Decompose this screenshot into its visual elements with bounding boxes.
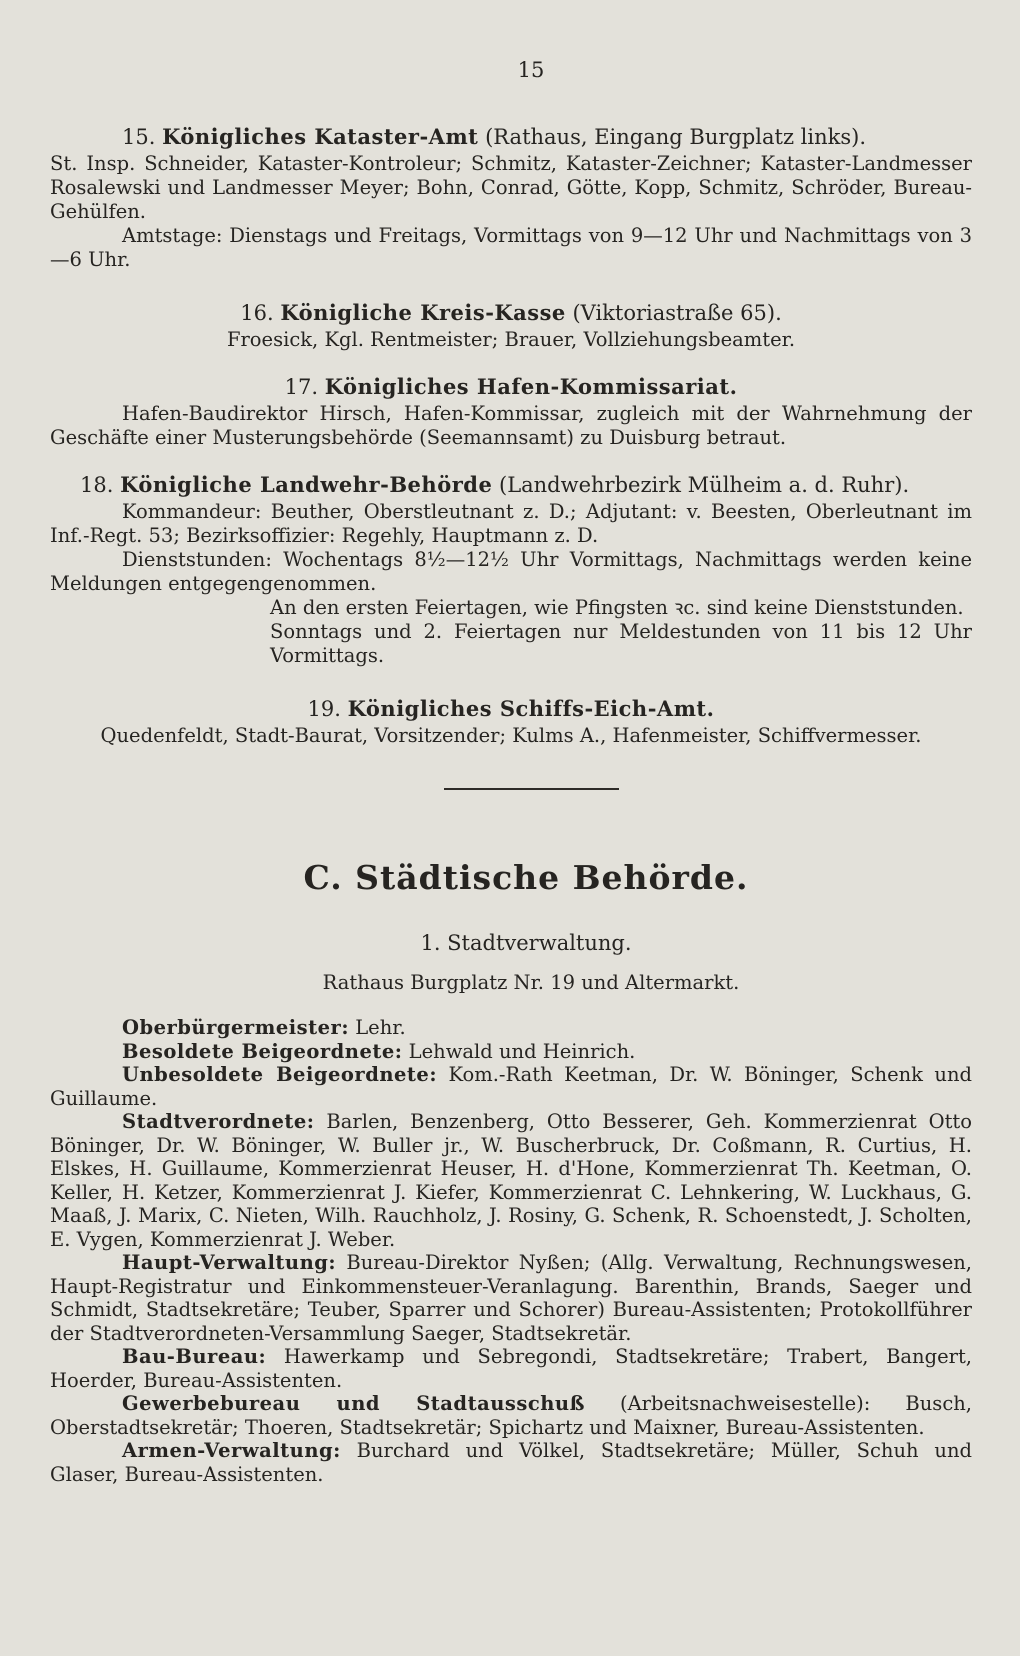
separator-rule <box>444 788 619 790</box>
entry-paragraph <box>50 1016 972 1040</box>
administration-entries <box>50 1016 972 1486</box>
section-paragraph: Hafen-Baudirektor Hirsch, Hafen-Kommissar, zugleich mit der Wahrnehmung der Geschäfte einer Musterungsbehörde (Seemannsamt) zu Duisburg betraut. <box>50 402 972 449</box>
entry-text: (Arbeitsnachweisestelle): Busch, Oberstadtsekretär; Thoeren, Stadtsekretär; Spichartz und Maixner, Bureau-Assistenten. <box>50 1392 972 1439</box>
section-paragraph: Quedenfeldt, Stadt-Baurat, Vorsitzender; Kulms A., Hafenmeister, Schiffvermesser. <box>100 724 922 747</box>
section-title: Königliches Kataster-Amt <box>162 124 479 149</box>
section-title: Königliches Schiffs-Eich-Amt. <box>347 696 715 721</box>
section-number: 18. <box>80 473 114 497</box>
section-heading <box>50 694 972 724</box>
entry-text: Kom.-Rath Keetman, Dr. W. Böninger, Schenk und Guillaume. <box>50 1063 972 1110</box>
section-number: 17. <box>284 375 319 399</box>
entry-text: Lehr. <box>349 1016 406 1039</box>
entry-label: Armen-Verwaltung: <box>122 1439 341 1462</box>
entry-paragraph <box>50 1040 972 1064</box>
section-paragraph: Dienststunden: Wochentags 8½—12½ Uhr Vormittags, Nachmittags werden keine Meldungen entgegengenommen. <box>50 548 972 595</box>
entry-paragraph <box>50 1251 972 1345</box>
section-landwehr-behoerde <box>50 470 972 668</box>
section-note: (Viktoriastraße 65). <box>572 301 782 325</box>
entry-paragraph <box>50 1063 972 1110</box>
section-kreis-kasse <box>50 298 972 352</box>
section-heading <box>50 122 972 152</box>
section-heading <box>50 470 972 500</box>
entry-text: Bureau-Direktor Nyßen; (Allg. Verwaltung, Rechnungswesen, Haupt-Registratur und Einkommensteuer-Veranlagung. Barenthin, Brands, Saeger und Schmidt, Stadtsekretäre; Teuber, Sparrer und Schorer) Bureau-Assistenten; Protokollführer der Stadtverordneten-Versammlung Saeger, Stadtsekretär. <box>50 1251 972 1345</box>
part-c-address: Rathaus Burgplatz Nr. 19 und Altermarkt. <box>322 971 740 994</box>
entry-label: Stadtverordnete: <box>122 1110 315 1133</box>
section-schiffs-eich-amt <box>50 694 972 748</box>
section-paragraph: Sonntags und 2. Feiertagen nur Meldestunden von 11 bis 12 Uhr Vormittags. <box>270 620 972 667</box>
entry-label: Gewerbebureau und Stadtausschuß <box>122 1392 585 1415</box>
section-heading <box>50 298 972 328</box>
section-hafen-kommissariat <box>50 372 972 450</box>
entry-paragraph <box>50 1392 972 1439</box>
entry-label: Oberbürgermeister: <box>122 1016 350 1039</box>
section-note: (Rathaus, Eingang Burgplatz links). <box>485 125 867 149</box>
section-kataster-amt <box>50 122 972 272</box>
section-title: Königliche Landwehr-Behörde <box>120 472 493 497</box>
section-note: (Landwehrbezirk Mülheim a. d. Ruhr). <box>499 473 910 497</box>
entry-paragraph <box>50 1110 972 1251</box>
page-number: 15 <box>517 58 545 82</box>
entry-paragraph <box>50 1439 972 1486</box>
section-number: 19. <box>307 697 341 721</box>
entry-label: Unbesoldete Beigeordnete: <box>122 1063 438 1086</box>
entry-paragraph <box>50 1345 972 1392</box>
part-c-subheading: 1. Stadtverwaltung. <box>420 931 632 955</box>
entry-label: Haupt-Verwaltung: <box>122 1251 337 1274</box>
section-number: 15. <box>122 125 156 149</box>
section-paragraph: Froesick, Kgl. Rentmeister; Brauer, Vollziehungsbeamter. <box>226 328 796 351</box>
section-heading <box>50 372 972 402</box>
entry-text: Barlen, Benzenberg, Otto Besserer, Geh. Kommerzienrat Otto Böninger, Dr. W. Böninger, W. Buller jr., W. Buscherbruck, Dr. Coßmann, R. Curtius, H. Elskes, H. Guillaume, Kommerzienrat Heuser, H. d'Hone, Kommerzienrat Th. Keetman, O. Keller, H. Ketzer, Kommerzienrat J. Kiefer, Kommerzienrat C. Lehnkering, W. Luckhaus, G. Maaß, J. Marix, C. Nieten, Wilh. Rauchholz, J. Rosiny, G. Schenk, R. Schoenstedt, J. Scholten, E. Vygen, Kommerzienrat J. Weber. <box>50 1110 972 1251</box>
section-title: Königliche Kreis-Kasse <box>280 300 566 325</box>
section-paragraph: An den ersten Feiertagen, wie Pfingsten ꝛc. sind keine Dienststunden. <box>270 596 964 619</box>
part-c-heading: C. Städtische Behörde. <box>303 858 749 897</box>
entry-label: Bau-Bureau: <box>122 1345 267 1368</box>
entry-text: Hawerkamp und Sebregondi, Stadtsekretäre; Trabert, Bangert, Hoerder, Bureau-Assistenten. <box>50 1345 972 1392</box>
section-paragraph: St. Insp. Schneider, Kataster-Kontroleur; Schmitz, Kataster-Zeichner; Kataster-Landmesser Rosalewski und Landmesser Meyer; Bohn, Conrad, Götte, Kopp, Schmitz, Schröder, Bureau-Gehülfen. <box>50 152 972 223</box>
section-title: Königliches Hafen-Kommissariat. <box>324 374 738 399</box>
entry-label: Besoldete Beigeordnete: <box>122 1039 403 1063</box>
section-paragraph: Kommandeur: Beuther, Oberstleutnant z. D.; Adjutant: v. Beesten, Oberleutnant im Inf.-Regt. 53; Bezirksoffizier: Regehly, Hauptmann z. D. <box>50 500 972 547</box>
section-paragraph: Amtstage: Dienstags und Freitags, Vormittags von 9—12 Uhr und Nachmittags von 3—6 Uhr. <box>50 224 972 271</box>
entry-text: Lehwald und Heinrich. <box>402 1039 636 1063</box>
entry-text: Burchard und Völkel, Stadtsekretäre; Müller, Schuh und Glaser, Bureau-Assistenten. <box>50 1439 972 1486</box>
section-number: 16. <box>240 301 274 325</box>
